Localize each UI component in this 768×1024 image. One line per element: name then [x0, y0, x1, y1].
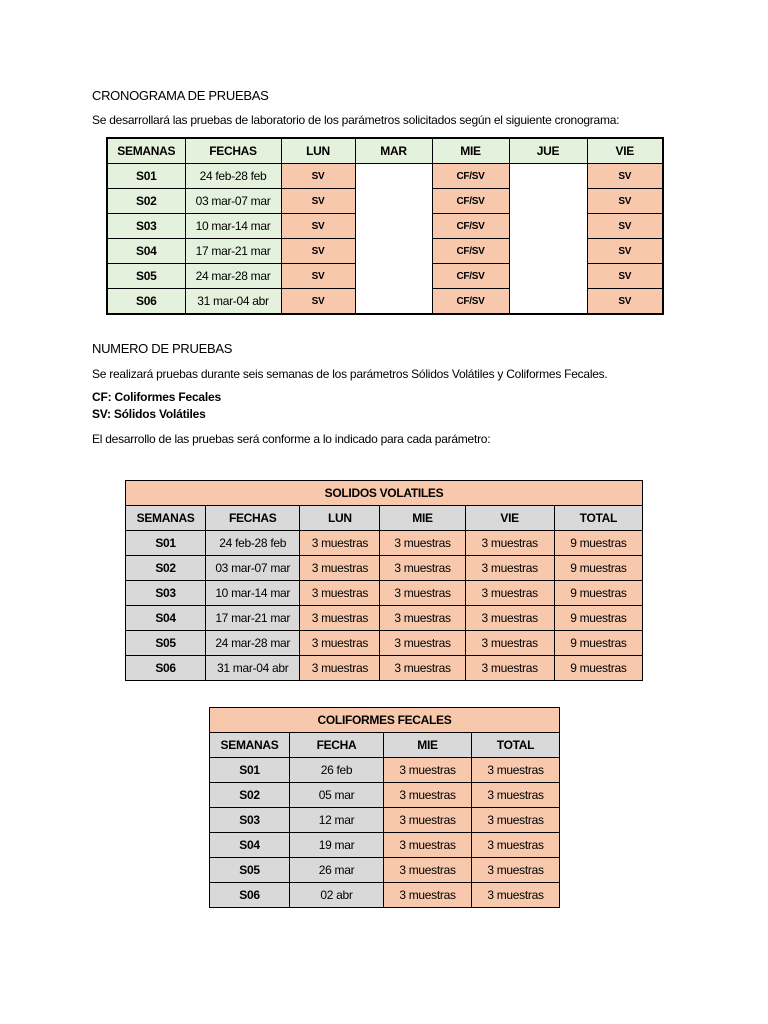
date-cell: 05 mar [290, 783, 384, 808]
week-cell: S06 [126, 656, 206, 681]
vie-cell: 3 muestras [465, 531, 554, 556]
date-cell: 26 mar [290, 858, 384, 883]
mie-cell: 3 muestras [380, 656, 465, 681]
mar-cell [355, 239, 432, 264]
column-header: TOTAL [472, 733, 560, 758]
dates-cell: 17 mar-21 mar [185, 239, 281, 264]
total-cell: 3 muestras [472, 758, 560, 783]
cf-header-row [210, 733, 560, 758]
table-row [107, 189, 663, 214]
table-row [107, 264, 663, 289]
week-cell: S02 [126, 556, 206, 581]
lun-cell: SV [281, 264, 355, 289]
column-header: SEMANAS [107, 138, 185, 164]
column-header: SEMANAS [126, 506, 206, 531]
vie-cell: SV [587, 189, 663, 214]
column-header: VIE [587, 138, 663, 164]
week-cell: S02 [210, 783, 290, 808]
mie-cell: 3 muestras [380, 581, 465, 606]
dates-cell: 24 mar-28 mar [206, 631, 300, 656]
week-cell: S03 [107, 214, 185, 239]
mie-cell: 3 muestras [384, 858, 472, 883]
mie-cell: CF/SV [432, 289, 509, 315]
column-header: FECHAS [206, 506, 300, 531]
column-header: LUN [300, 506, 380, 531]
dates-cell: 31 mar-04 abr [206, 656, 300, 681]
total-cell: 3 muestras [472, 858, 560, 883]
table-row [210, 783, 560, 808]
total-cell: 3 muestras [472, 883, 560, 908]
vie-cell: 3 muestras [465, 581, 554, 606]
vie-cell: 3 muestras [465, 656, 554, 681]
table-row [107, 239, 663, 264]
mie-cell: 3 muestras [384, 883, 472, 908]
week-cell: S04 [210, 833, 290, 858]
total-cell: 9 muestras [554, 556, 642, 581]
week-cell: S05 [126, 631, 206, 656]
week-cell: S01 [126, 531, 206, 556]
lun-cell: 3 muestras [300, 606, 380, 631]
dates-cell: 10 mar-14 mar [206, 581, 300, 606]
mie-cell: 3 muestras [384, 808, 472, 833]
mar-cell [355, 189, 432, 214]
jue-cell [509, 239, 587, 264]
table-row [210, 808, 560, 833]
vie-cell: SV [587, 164, 663, 189]
week-cell: S01 [210, 758, 290, 783]
total-cell: 3 muestras [472, 833, 560, 858]
total-cell: 9 muestras [554, 581, 642, 606]
mie-cell: CF/SV [432, 164, 509, 189]
lun-cell: 3 muestras [300, 631, 380, 656]
section-title-cronograma: CRONOGRAMA DE PRUEBAS [92, 88, 269, 103]
lun-cell: SV [281, 239, 355, 264]
week-cell: S04 [126, 606, 206, 631]
lun-cell: SV [281, 164, 355, 189]
lun-cell: 3 muestras [300, 581, 380, 606]
mar-cell [355, 289, 432, 315]
column-header: MIE [432, 138, 509, 164]
table-row [210, 883, 560, 908]
numero-intro-text: Se realizará pruebas durante seis semanas de los parámetros Sólidos Volátiles y Coliformes Fecales. [92, 367, 608, 381]
total-cell: 9 muestras [554, 656, 642, 681]
mie-cell: 3 muestras [384, 758, 472, 783]
column-header: FECHA [290, 733, 384, 758]
week-cell: S06 [210, 883, 290, 908]
week-cell: S03 [126, 581, 206, 606]
week-cell: S05 [210, 858, 290, 883]
vie-cell: SV [587, 289, 663, 315]
mar-cell [355, 264, 432, 289]
vie-cell: 3 muestras [465, 606, 554, 631]
lun-cell: SV [281, 289, 355, 315]
jue-cell [509, 214, 587, 239]
vie-cell: SV [587, 264, 663, 289]
table-row [126, 631, 643, 656]
week-cell: S06 [107, 289, 185, 315]
total-cell: 9 muestras [554, 531, 642, 556]
column-header: LUN [281, 138, 355, 164]
legend-sv: SV: Sólidos Volátiles [92, 407, 206, 421]
mie-cell: 3 muestras [380, 606, 465, 631]
total-cell: 3 muestras [472, 783, 560, 808]
table-title-row [126, 481, 643, 506]
table-row [126, 531, 643, 556]
column-header: VIE [465, 506, 554, 531]
dates-cell: 17 mar-21 mar [206, 606, 300, 631]
schedule-header-row [107, 138, 663, 164]
numero-outro-text: El desarrollo de las pruebas será conforme a lo indicado para cada parámetro: [92, 432, 491, 446]
solidos-volatiles-table [125, 480, 643, 681]
column-header: FECHAS [185, 138, 281, 164]
column-header: SEMANAS [210, 733, 290, 758]
dates-cell: 24 mar-28 mar [185, 264, 281, 289]
vie-cell: 3 muestras [465, 631, 554, 656]
column-header: JUE [509, 138, 587, 164]
table-title-row [210, 708, 560, 733]
total-cell: 9 muestras [554, 606, 642, 631]
jue-cell [509, 289, 587, 315]
dates-cell: 24 feb-28 feb [206, 531, 300, 556]
table-row [126, 606, 643, 631]
table-row [210, 833, 560, 858]
table-row [126, 581, 643, 606]
schedule-table [106, 137, 664, 315]
mie-cell: CF/SV [432, 189, 509, 214]
mie-cell: 3 muestras [384, 783, 472, 808]
week-cell: S01 [107, 164, 185, 189]
date-cell: 26 feb [290, 758, 384, 783]
vie-cell: 3 muestras [465, 556, 554, 581]
sv-header-row [126, 506, 643, 531]
week-cell: S02 [107, 189, 185, 214]
lun-cell: SV [281, 214, 355, 239]
table-row [210, 858, 560, 883]
table-row [107, 214, 663, 239]
week-cell: S04 [107, 239, 185, 264]
table-row [107, 289, 663, 315]
dates-cell: 03 mar-07 mar [185, 189, 281, 214]
lun-cell: 3 muestras [300, 531, 380, 556]
table-row [107, 164, 663, 189]
mie-cell: CF/SV [432, 239, 509, 264]
total-cell: 3 muestras [472, 808, 560, 833]
mie-cell: CF/SV [432, 264, 509, 289]
cronograma-intro-text: Se desarrollará las pruebas de laboratorio de los parámetros solicitados según el siguiente cronograma: [92, 113, 620, 127]
total-cell: 9 muestras [554, 631, 642, 656]
jue-cell [509, 164, 587, 189]
jue-cell [509, 189, 587, 214]
week-cell: S05 [107, 264, 185, 289]
lun-cell: SV [281, 189, 355, 214]
vie-cell: SV [587, 239, 663, 264]
lun-cell: 3 muestras [300, 656, 380, 681]
dates-cell: 31 mar-04 abr [185, 289, 281, 315]
dates-cell: 24 feb-28 feb [185, 164, 281, 189]
mie-cell: 3 muestras [384, 833, 472, 858]
mar-cell [355, 214, 432, 239]
coliformes-fecales-table [209, 707, 560, 908]
mie-cell: 3 muestras [380, 631, 465, 656]
section-title-numero: NUMERO DE PRUEBAS [92, 341, 233, 356]
table-row [126, 656, 643, 681]
jue-cell [509, 264, 587, 289]
table-row [210, 758, 560, 783]
vie-cell: SV [587, 214, 663, 239]
table-row [126, 556, 643, 581]
column-header: MAR [355, 138, 432, 164]
column-header: MIE [384, 733, 472, 758]
column-header: MIE [380, 506, 465, 531]
date-cell: 12 mar [290, 808, 384, 833]
lun-cell: 3 muestras [300, 556, 380, 581]
week-cell: S03 [210, 808, 290, 833]
dates-cell: 10 mar-14 mar [185, 214, 281, 239]
table-title: COLIFORMES FECALES [210, 708, 560, 733]
date-cell: 02 abr [290, 883, 384, 908]
mie-cell: 3 muestras [380, 531, 465, 556]
legend-cf: CF: Coliformes Fecales [92, 390, 221, 404]
dates-cell: 03 mar-07 mar [206, 556, 300, 581]
table-title: SOLIDOS VOLATILES [126, 481, 643, 506]
date-cell: 19 mar [290, 833, 384, 858]
mie-cell: 3 muestras [380, 556, 465, 581]
mie-cell: CF/SV [432, 214, 509, 239]
mar-cell [355, 164, 432, 189]
column-header: TOTAL [554, 506, 642, 531]
